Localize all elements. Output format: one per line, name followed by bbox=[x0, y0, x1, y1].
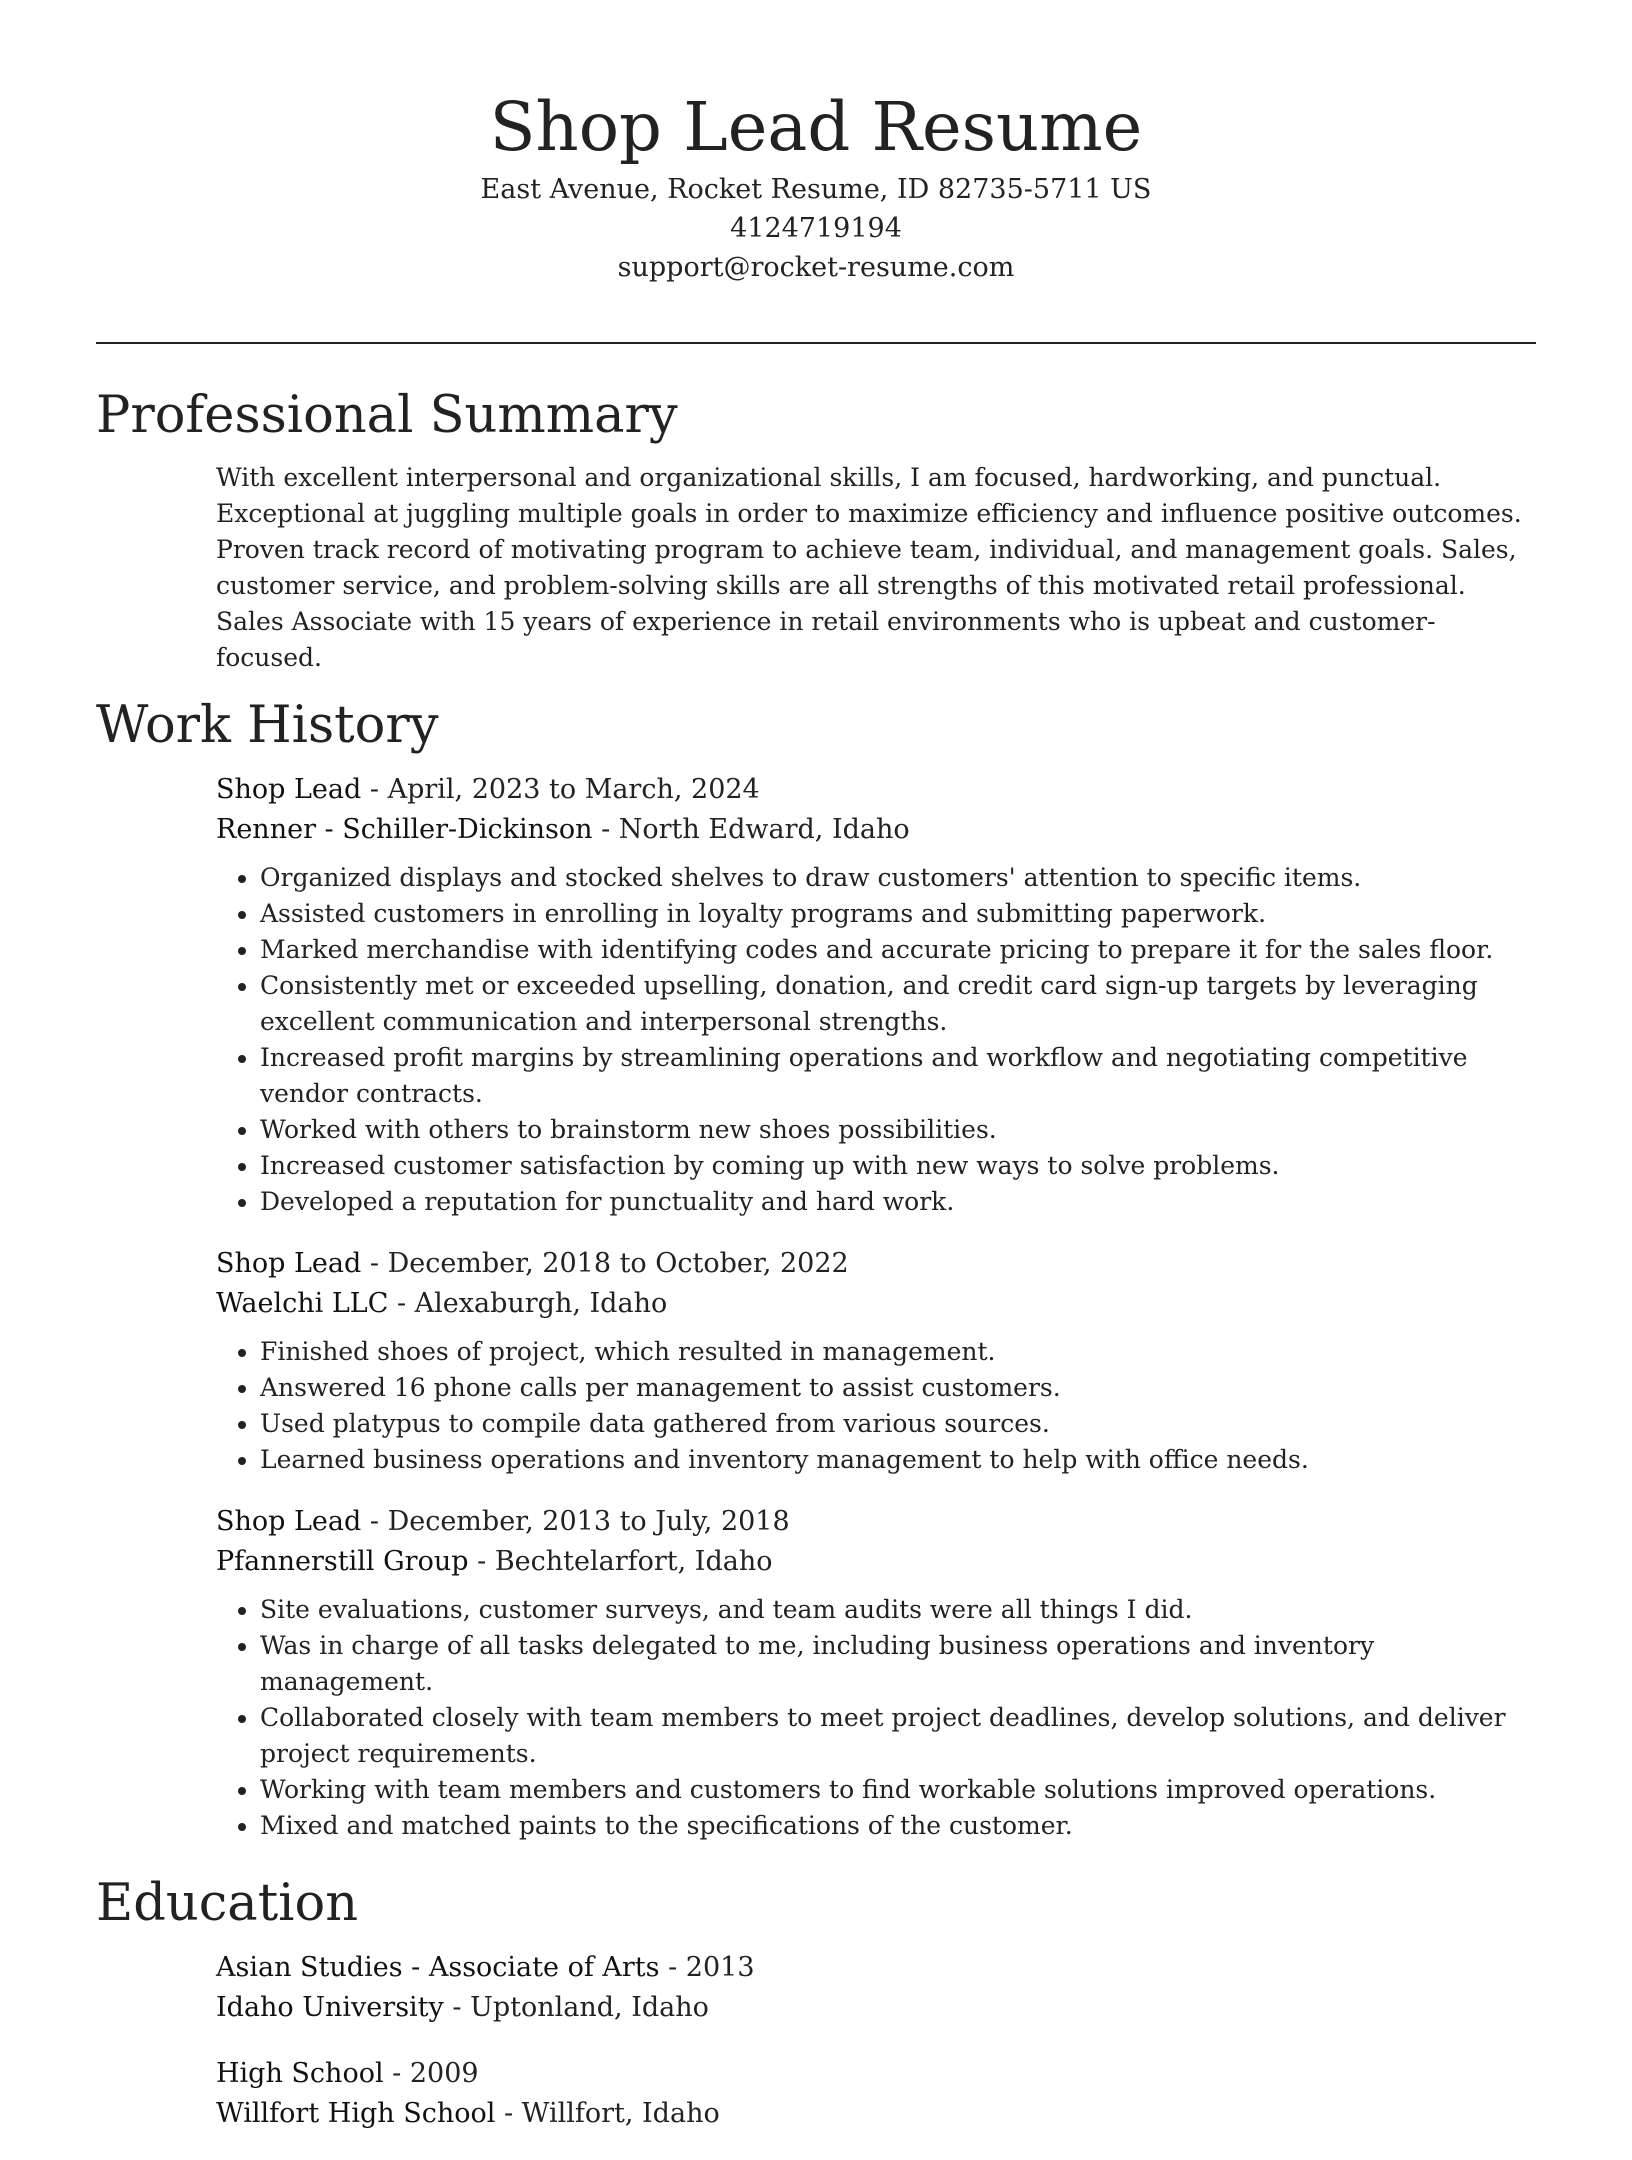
summary-section bbox=[216, 460, 1536, 676]
list-item: • Learned business operations and inventory management to help with office needs. bbox=[260, 1442, 1536, 1478]
list-item: • Increased profit margins by streamlining operations and workflow and negotiating competitive vendor contracts. bbox=[260, 1040, 1536, 1112]
list-item: • Was in charge of all tasks delegated to me, including business operations and inventory management. bbox=[260, 1628, 1536, 1700]
list-item: • Developed a reputation for punctuality and hard work. bbox=[260, 1184, 1536, 1220]
degree-name: Asian Studies - Associate of Arts bbox=[216, 1952, 660, 1983]
list-item: • Mixed and matched paints to the specifications of the customer. bbox=[260, 1808, 1536, 1844]
list-item: • Collaborated closely with team members to meet project deadlines, develop solutions, and deliver project requirements. bbox=[260, 1700, 1536, 1772]
job-location: - Alexaburgh, Idaho bbox=[388, 1288, 668, 1319]
degree-year: - 2009 bbox=[383, 2058, 479, 2089]
school-name: Willfort High School bbox=[216, 2098, 496, 2129]
list-item: • Marked merchandise with identifying codes and accurate pricing to prepare it for the sales floor. bbox=[260, 932, 1536, 968]
job-title-line bbox=[216, 770, 1536, 810]
degree-line bbox=[216, 2054, 1536, 2094]
job-dates: - December, 2018 to October, 2022 bbox=[361, 1248, 849, 1279]
education-entry bbox=[216, 2054, 1536, 2134]
job-title: Shop Lead bbox=[216, 1248, 362, 1279]
list-item: • Site evaluations, customer surveys, and team audits were all things I did. bbox=[260, 1592, 1536, 1628]
job-title-line bbox=[216, 1244, 1536, 1284]
phone-text: 4124719194 bbox=[730, 213, 902, 244]
job-company: Waelchi LLC bbox=[216, 1288, 389, 1319]
work-history-heading: Work History bbox=[96, 696, 439, 755]
list-item: • Increased customer satisfaction by coming up with new ways to solve problems. bbox=[260, 1148, 1536, 1184]
school-line bbox=[216, 1988, 1536, 2028]
list-item: • Worked with others to brainstorm new shoes possibilities. bbox=[260, 1112, 1536, 1148]
page-title: Shop Lead Resume bbox=[489, 88, 1143, 166]
job-company-line bbox=[216, 810, 1536, 850]
education-entry bbox=[216, 1948, 1536, 2028]
job-bullets bbox=[216, 1592, 1536, 1844]
email-text: support@rocket-resume.com bbox=[617, 252, 1015, 283]
list-item: • Organized displays and stocked shelves to draw customers' attention to specific items. bbox=[260, 860, 1536, 896]
job-title-line bbox=[216, 1502, 1536, 1542]
school-location: - Willfort, Idaho bbox=[495, 2098, 720, 2129]
job-bullets bbox=[216, 1334, 1536, 1478]
job-company: Pfannerstill Group bbox=[216, 1546, 469, 1577]
job-dates: - April, 2023 to March, 2024 bbox=[361, 774, 760, 805]
job-entry bbox=[216, 1244, 1536, 1478]
list-item: • Answered 16 phone calls per management to assist customers. bbox=[260, 1370, 1536, 1406]
list-item: • Assisted customers in enrolling in loyalty programs and submitting paperwork. bbox=[260, 896, 1536, 932]
job-entry bbox=[216, 770, 1536, 1220]
degree-line bbox=[216, 1948, 1536, 1988]
job-company-line bbox=[216, 1284, 1536, 1324]
address-text: East Avenue, Rocket Resume, ID 82735-5711 US bbox=[480, 174, 1152, 205]
job-bullets bbox=[216, 860, 1536, 1220]
header-divider bbox=[96, 342, 1536, 344]
list-item: • Working with team members and customers to find workable solutions improved operations. bbox=[260, 1772, 1536, 1808]
job-dates: - December, 2013 to July, 2018 bbox=[361, 1506, 790, 1537]
resume-header bbox=[0, 0, 1632, 287]
summary-heading: Professional Summary bbox=[96, 386, 678, 445]
job-company-line bbox=[216, 1542, 1536, 1582]
resume-content bbox=[96, 380, 1536, 2160]
school-location: - Uptonland, Idaho bbox=[443, 1992, 709, 2023]
contact-block bbox=[0, 170, 1632, 287]
degree-year: - 2013 bbox=[659, 1952, 755, 1983]
education-section bbox=[216, 1948, 1536, 2134]
job-title: Shop Lead bbox=[216, 1506, 362, 1537]
job-title: Shop Lead bbox=[216, 774, 362, 805]
degree-name: High School bbox=[216, 2058, 384, 2089]
job-location: - North Edward, Idaho bbox=[592, 814, 910, 845]
work-history-section bbox=[216, 770, 1536, 1844]
job-entry bbox=[216, 1502, 1536, 1844]
summary-text: With excellent interpersonal and organizational skills, I am focused, hardworking, and punctual. Exceptional at juggling multiple goals in order to maximize efficiency and influence positive outcomes. Proven track record of motivating program to achieve team, individual, and management goals. Sales, customer service, and problem-solving skills are all strengths of this motivated retail professional. Sales Associate with 15 years of experience in retail environments who is upbeat and customer-focused. bbox=[216, 463, 1522, 672]
education-heading: Education bbox=[96, 1874, 359, 1933]
school-line bbox=[216, 2094, 1536, 2134]
list-item: • Used platypus to compile data gathered from various sources. bbox=[260, 1406, 1536, 1442]
job-location: - Bechtelarfort, Idaho bbox=[468, 1546, 773, 1577]
list-item: • Finished shoes of project, which resulted in management. bbox=[260, 1334, 1536, 1370]
list-item: • Consistently met or exceeded upselling, donation, and credit card sign-up targets by leveraging excellent communication and interpersonal strengths. bbox=[260, 968, 1536, 1040]
job-company: Renner - Schiller-Dickinson bbox=[216, 814, 593, 845]
school-name: Idaho University bbox=[216, 1992, 444, 2023]
